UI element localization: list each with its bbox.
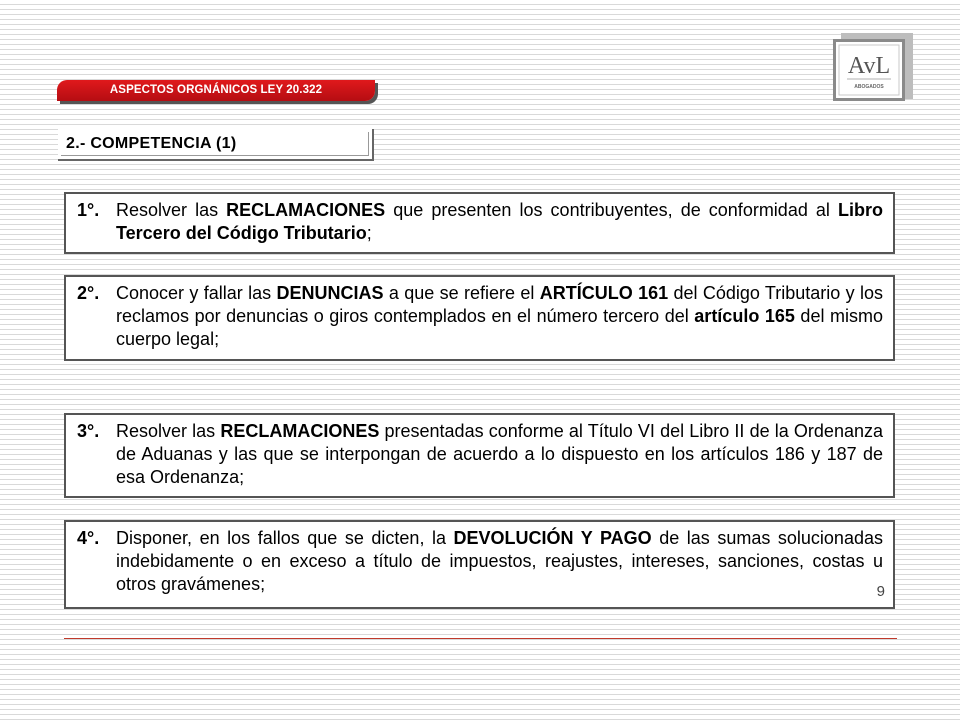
firm-logo [833, 33, 913, 101]
footer-divider [64, 638, 897, 639]
item-number: 3°. [77, 421, 100, 441]
page-number: 9 [876, 583, 885, 600]
topic-badge: ASPECTOS ORGNÁNICOS LEY 20.322 [57, 80, 375, 101]
section-title: 2.- COMPETENCIA (1) [66, 135, 237, 152]
competence-item-1 [64, 192, 895, 254]
competence-item-2 [64, 275, 895, 361]
item-number: 1°. [77, 200, 100, 220]
item-text: Resolver las RECLAMACIONES que presenten los contribuyentes, de conformidad al Libro Tercero del Código Tributario; [116, 200, 883, 243]
item-text: Resolver las RECLAMACIONES presentadas conforme al Título VI del Libro II de la Ordenanza de Aduanas y las que se interpongan de acuerdo a lo dispuesto en los artículos 186 y 187 de esa Ordenanza; [116, 421, 883, 487]
item-text: Disponer, en los fallos que se dicten, la DEVOLUCIÓN Y PAGO de las sumas solucionadas indebidamente o en exceso a título de impuestos, reajustes, intereses, sanciones, costas u otros gravámenes; [116, 528, 883, 594]
competence-item-3 [64, 413, 895, 498]
item-text: Conocer y fallar las DENUNCIAS a que se refiere el ARTÍCULO 161 del Código Tributario y los reclamos por denuncias o giros contemplados en el número tercero del artículo 165 del mismo cuerpo legal; [116, 283, 883, 349]
logo-text: AvL [847, 53, 891, 79]
item-number: 4°. [77, 528, 100, 548]
item-number: 2°. [77, 283, 100, 303]
logo-subtext: ABOGADOS [854, 84, 884, 90]
competence-item-4 [64, 520, 895, 609]
section-heading-box [58, 129, 374, 161]
